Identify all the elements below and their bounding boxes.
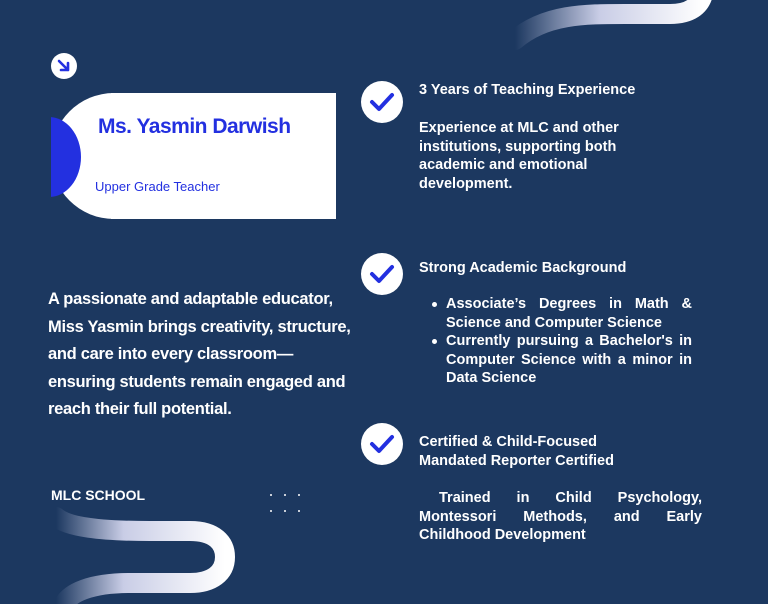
arrow-down-right-icon bbox=[56, 58, 72, 74]
section-subtitle-mandated: Mandated Reporter Certified bbox=[419, 453, 614, 469]
school-name: MLC SCHOOL bbox=[51, 487, 146, 503]
section-title-academic: Strong Academic Background bbox=[419, 260, 627, 276]
checkmark-icon bbox=[369, 264, 395, 284]
section-title-certified: Certified & Child-Focused bbox=[419, 434, 598, 450]
arrow-badge bbox=[51, 53, 77, 79]
name-card bbox=[51, 93, 336, 219]
list-item: Associate’s Degrees in Math & Science and Computer Science bbox=[430, 295, 692, 332]
top-swoosh-decoration bbox=[505, 0, 715, 52]
checkmark-icon bbox=[369, 92, 395, 112]
check-badge-3 bbox=[361, 423, 403, 465]
section-body-experience: Experience at MLC and other institutions, supporting both academic and emotional development. bbox=[419, 120, 619, 192]
checkmark-icon bbox=[369, 434, 395, 454]
bottom-swoosh-decoration bbox=[40, 505, 250, 604]
check-badge-2 bbox=[361, 253, 403, 295]
teacher-name: Ms. Yasmin Darwish bbox=[98, 115, 291, 138]
teacher-role: Upper Grade Teacher bbox=[95, 179, 220, 194]
section-title-experience: 3 Years of Teaching Experience bbox=[419, 82, 636, 98]
academic-list bbox=[430, 295, 692, 388]
check-badge-1 bbox=[361, 81, 403, 123]
list-item: Currently pursuing a Bachelor's in Computer Science with a minor in Data Science bbox=[430, 332, 692, 388]
bio-paragraph: A passionate and adaptable educator, Miss Yasmin brings creativity, structure, and care into every classroom—ensuring students remain engaged and reach their full potential. bbox=[48, 290, 351, 418]
section-body-certified: Trained in Child Psychology, Montessori Methods, and Early Childhood Development bbox=[419, 490, 702, 543]
dots-decoration bbox=[268, 492, 304, 516]
